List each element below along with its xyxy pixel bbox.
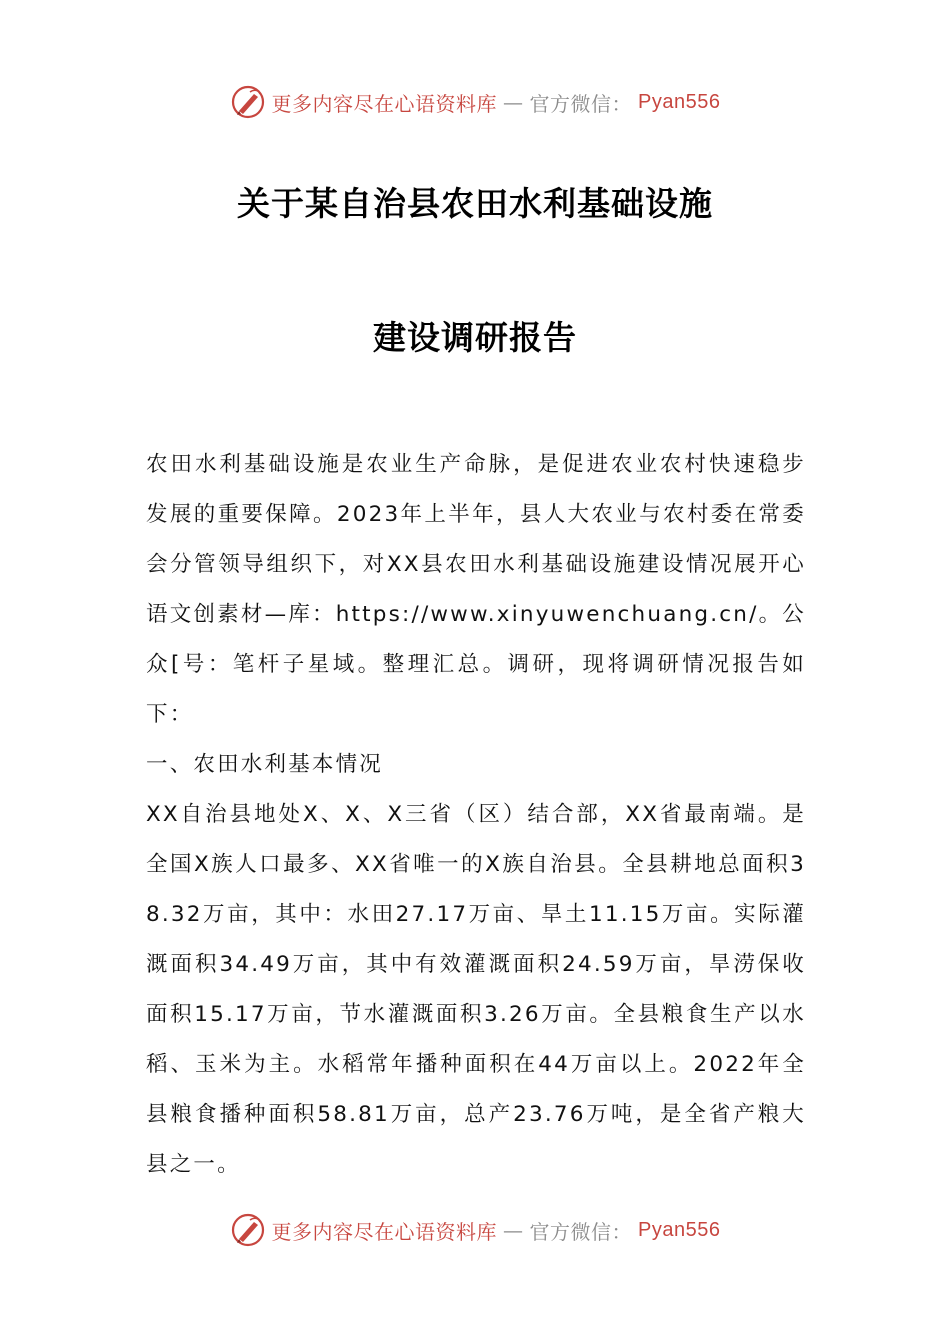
section-heading: 一、农田水利基本情况 <box>146 752 384 777</box>
footer-watermark-banner <box>0 1208 950 1252</box>
banner-wechat-label: 官方微信： <box>529 1219 633 1244</box>
pen-logo-icon <box>230 84 266 120</box>
banner-wechat-id: Pyan556 <box>638 90 721 113</box>
situation-paragraph: XX自治县地处X、X、X三省（区）结合部，XX省最南端。是全国X族人口最多、XX省唯一的X族自治县。全县耕地总面积38.32万亩，其中：水田27.17万亩、旱土11.15万亩。实际灌溉面积34.49万亩，其中有效灌溉面积24.59万亩，旱涝保收面积15.17万亩，节水灌溉面积3.26万亩。全县粮食生产以水稻、玉米为主。水稻常年播种面积在44万亩以上。2022年全县粮食播种面积58.81万亩，总产23.76万吨，是全省产粮大县之一。 <box>146 802 806 1177</box>
banner-separator: — <box>503 1218 524 1242</box>
pen-logo-icon <box>230 1212 266 1248</box>
banner-text: 更多内容尽在心语资料库 <box>271 91 498 116</box>
banner-wechat-label: 官方微信： <box>529 91 633 116</box>
banner-separator: — <box>503 90 524 114</box>
intro-paragraph: 农田水利基础设施是农业生产命脉，是促进农业农村快速稳步发展的重要保障。2023年上半年，县人大农业与农村委在常委会分管领导组织下，对XX县农田水利基础设施建设情况展开心语文创素材—库：https://www.xinyuwenchuang.cn/。公众[号：笔杆子星域。整理汇总。调研，现将调研情况报告如下： <box>146 452 806 727</box>
document-body <box>146 440 806 1190</box>
banner-text: 更多内容尽在心语资料库 <box>271 1219 498 1244</box>
document-title-line1: 关于某自治县农田水利基础设施 <box>237 184 713 223</box>
document-title-line2: 建设调研报告 <box>373 318 577 357</box>
header-watermark-banner <box>0 80 950 124</box>
banner-wechat-id: Pyan556 <box>638 1218 721 1241</box>
